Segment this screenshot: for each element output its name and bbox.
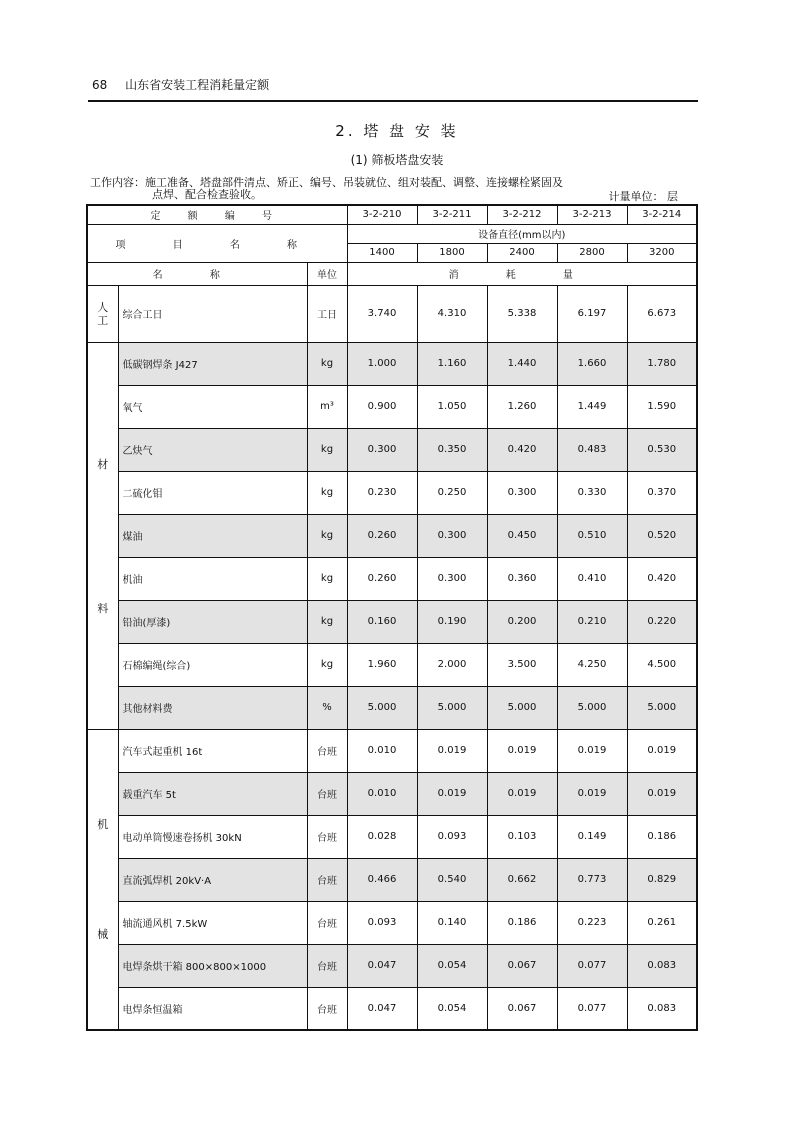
consumption-value: 1.960 [347, 643, 417, 686]
consumption-value: 0.054 [417, 944, 487, 987]
consumption-value: 0.019 [627, 772, 697, 815]
consumption-value: 0.077 [557, 987, 627, 1030]
consumption-value: 0.540 [417, 858, 487, 901]
consumption-value: 0.261 [627, 901, 697, 944]
consumption-value: 0.223 [557, 901, 627, 944]
table-row [87, 285, 697, 342]
resource-name: 石棉编绳(综合) [118, 643, 307, 686]
consumption-value: 0.186 [627, 815, 697, 858]
consumption-value: 0.140 [417, 901, 487, 944]
consumption-value: 1.660 [557, 342, 627, 385]
column-header-row [87, 262, 697, 285]
consumption-value: 4.500 [627, 643, 697, 686]
table-row [87, 729, 697, 772]
consumption-value: 0.300 [417, 557, 487, 600]
resource-name: 直流弧焊机 20kV·A [118, 858, 307, 901]
table-row [87, 858, 697, 901]
section-title: 2. 塔 盘 安 装 [335, 122, 459, 140]
resource-name: 载重汽车 5t [118, 772, 307, 815]
resource-name: 其他材料费 [118, 686, 307, 729]
table-row [87, 600, 697, 643]
table-row [87, 901, 697, 944]
consumption-value: 0.420 [487, 428, 557, 471]
consumption-value: 0.077 [557, 944, 627, 987]
consumption-value: 0.149 [557, 815, 627, 858]
consumption-value: 0.350 [417, 428, 487, 471]
consumption-value: 1.449 [557, 385, 627, 428]
header-rule [88, 100, 698, 102]
consumption-value: 4.250 [557, 643, 627, 686]
table-row [87, 987, 697, 1030]
resource-name: 煤油 [118, 514, 307, 557]
resource-name: 乙炔气 [118, 428, 307, 471]
consumption-value: 5.000 [417, 686, 487, 729]
consumption-value: 0.010 [347, 772, 417, 815]
resource-unit: kg [307, 342, 347, 385]
consumption-value: 0.829 [627, 858, 697, 901]
consumption-value: 0.900 [347, 385, 417, 428]
quota-no-label: 定 额 编 号 [87, 205, 347, 224]
resource-unit: 台班 [307, 944, 347, 987]
table-row [87, 815, 697, 858]
quota-code: 3-2-214 [627, 205, 697, 224]
consumption-value: 0.054 [417, 987, 487, 1030]
consumption-value: 0.186 [487, 901, 557, 944]
table-row [87, 342, 697, 385]
consumption-value: 0.410 [557, 557, 627, 600]
consumption-value: 0.093 [417, 815, 487, 858]
resource-unit: 台班 [307, 987, 347, 1030]
consumption-value: 2.000 [417, 643, 487, 686]
table-row [87, 643, 697, 686]
unit-column-header: 单位 [307, 262, 347, 285]
resource-unit: kg [307, 514, 347, 557]
consumption-value: 0.019 [557, 772, 627, 815]
table-row [87, 428, 697, 471]
consumption-value: 0.093 [347, 901, 417, 944]
consumption-value: 0.520 [627, 514, 697, 557]
diameter-value: 2800 [557, 243, 627, 262]
consumption-value: 0.019 [627, 729, 697, 772]
consumption-value: 0.047 [347, 987, 417, 1030]
table-row [87, 686, 697, 729]
resource-name: 二硫化钼 [118, 471, 307, 514]
consumption-value: 0.019 [487, 729, 557, 772]
resource-name: 电焊条恒温箱 [118, 987, 307, 1030]
resource-unit: kg [307, 643, 347, 686]
resource-unit: m³ [307, 385, 347, 428]
consumption-value: 3.500 [487, 643, 557, 686]
consumption-value: 0.370 [627, 471, 697, 514]
consumption-value: 0.510 [557, 514, 627, 557]
consumption-value: 5.000 [347, 686, 417, 729]
quota-code: 3-2-211 [417, 205, 487, 224]
param-label: 设备直径(mm以内) [347, 224, 697, 243]
resource-unit: % [307, 686, 347, 729]
work-content [90, 177, 650, 201]
table-row [87, 772, 697, 815]
consumption-value: 0.360 [487, 557, 557, 600]
consumption-value: 0.103 [487, 815, 557, 858]
group-label-bottom: 料 [97, 601, 109, 615]
quota-table [86, 204, 698, 1031]
consumption-value: 0.300 [417, 514, 487, 557]
consumption-value: 0.019 [557, 729, 627, 772]
consumption-value: 0.300 [487, 471, 557, 514]
resource-unit: kg [307, 600, 347, 643]
resource-name: 轴流通风机 7.5kW [118, 901, 307, 944]
consumption-value: 5.000 [557, 686, 627, 729]
resource-unit: 台班 [307, 858, 347, 901]
resource-name: 综合工日 [118, 285, 307, 342]
consumption-value: 0.260 [347, 557, 417, 600]
consumption-value: 0.773 [557, 858, 627, 901]
consumption-value: 0.160 [347, 600, 417, 643]
table-row [87, 385, 697, 428]
page-number: 68 [92, 78, 108, 92]
resource-unit: 台班 [307, 772, 347, 815]
consumption-value: 0.483 [557, 428, 627, 471]
consumption-value: 1.000 [347, 342, 417, 385]
consumption-value: 0.083 [627, 944, 697, 987]
resource-unit: 台班 [307, 901, 347, 944]
measure-unit: 计量单位： 层 [608, 190, 678, 203]
diameter-value: 1400 [347, 243, 417, 262]
group-label-top: 材 [97, 457, 109, 471]
resource-name: 氧气 [118, 385, 307, 428]
consumption-value: 1.440 [487, 342, 557, 385]
table-row [87, 514, 697, 557]
consumption-value: 0.200 [487, 600, 557, 643]
consumption-value: 4.310 [417, 285, 487, 342]
diameter-value: 2400 [487, 243, 557, 262]
item-name-label: 项 目 名 称 [87, 224, 347, 262]
consumption-value: 0.190 [417, 600, 487, 643]
resource-name: 电焊条烘干箱 800×800×1000 [118, 944, 307, 987]
consumption-value: 6.673 [627, 285, 697, 342]
consumption-value: 0.530 [627, 428, 697, 471]
consumption-value: 1.160 [417, 342, 487, 385]
consumption-value: 5.000 [627, 686, 697, 729]
quota-code: 3-2-212 [487, 205, 557, 224]
table-row [87, 944, 697, 987]
consumption-value: 1.590 [627, 385, 697, 428]
resource-name: 铅油(厚漆) [118, 600, 307, 643]
group-label [87, 342, 118, 729]
work-content-line2: 点焊、配合检查验收。 [152, 188, 262, 201]
resource-unit: kg [307, 428, 347, 471]
consumption-value: 0.047 [347, 944, 417, 987]
consumption-value: 0.010 [347, 729, 417, 772]
consumption-value: 0.019 [417, 729, 487, 772]
group-label [87, 729, 118, 1030]
consumption-value: 0.019 [487, 772, 557, 815]
consumption-value: 0.420 [627, 557, 697, 600]
consumption-value: 5.000 [487, 686, 557, 729]
resource-unit: kg [307, 557, 347, 600]
consumption-value: 0.210 [557, 600, 627, 643]
consumption-value: 0.260 [347, 514, 417, 557]
consumption-value: 1.050 [417, 385, 487, 428]
resource-name: 低碳钢焊条 J427 [118, 342, 307, 385]
consumption-value: 1.260 [487, 385, 557, 428]
consumption-value: 1.780 [627, 342, 697, 385]
quota-code: 3-2-213 [557, 205, 627, 224]
quota-code: 3-2-210 [347, 205, 417, 224]
name-column-header: 名 称 [87, 262, 307, 285]
consumption-value: 0.028 [347, 815, 417, 858]
table-row [87, 471, 697, 514]
work-content-line1: 工作内容：施工准备、塔盘部件清点、矫正、编号、吊装就位、组对装配、调整、连接螺栓紧固及 [90, 176, 563, 189]
group-label-top: 机 [97, 818, 109, 832]
param-row [87, 224, 697, 243]
book-title: 山东省安装工程消耗量定额 [125, 78, 270, 92]
consumption-value: 0.450 [487, 514, 557, 557]
consumption-value: 5.338 [487, 285, 557, 342]
resource-unit: kg [307, 471, 347, 514]
resource-unit: 工日 [307, 285, 347, 342]
consumption-value: 0.083 [627, 987, 697, 1030]
consumption-value: 0.300 [347, 428, 417, 471]
consumption-value: 0.019 [417, 772, 487, 815]
group-label-bottom: 械 [97, 928, 109, 942]
resource-name: 机油 [118, 557, 307, 600]
consumption-value: 3.740 [347, 285, 417, 342]
consumption-value: 0.067 [487, 987, 557, 1030]
consumption-value: 0.330 [557, 471, 627, 514]
subsection-title: (1) 筛板塔盘安装 [350, 153, 444, 167]
quota-code-row [87, 205, 697, 224]
consumption-value: 6.197 [557, 285, 627, 342]
consumption-value: 0.662 [487, 858, 557, 901]
page-header [92, 76, 269, 93]
consumption-value: 0.067 [487, 944, 557, 987]
consumption-value: 0.250 [417, 471, 487, 514]
group-label: 人工 [87, 285, 118, 342]
resource-unit: 台班 [307, 815, 347, 858]
consumption-value: 0.230 [347, 471, 417, 514]
diameter-value: 3200 [627, 243, 697, 262]
consumption-value: 0.220 [627, 600, 697, 643]
resource-unit: 台班 [307, 729, 347, 772]
diameter-value: 1800 [417, 243, 487, 262]
resource-name: 电动单筒慢速卷扬机 30kN [118, 815, 307, 858]
consumption-header: 消 耗 量 [347, 262, 697, 285]
table-row [87, 557, 697, 600]
consumption-value: 0.466 [347, 858, 417, 901]
resource-name: 汽车式起重机 16t [118, 729, 307, 772]
